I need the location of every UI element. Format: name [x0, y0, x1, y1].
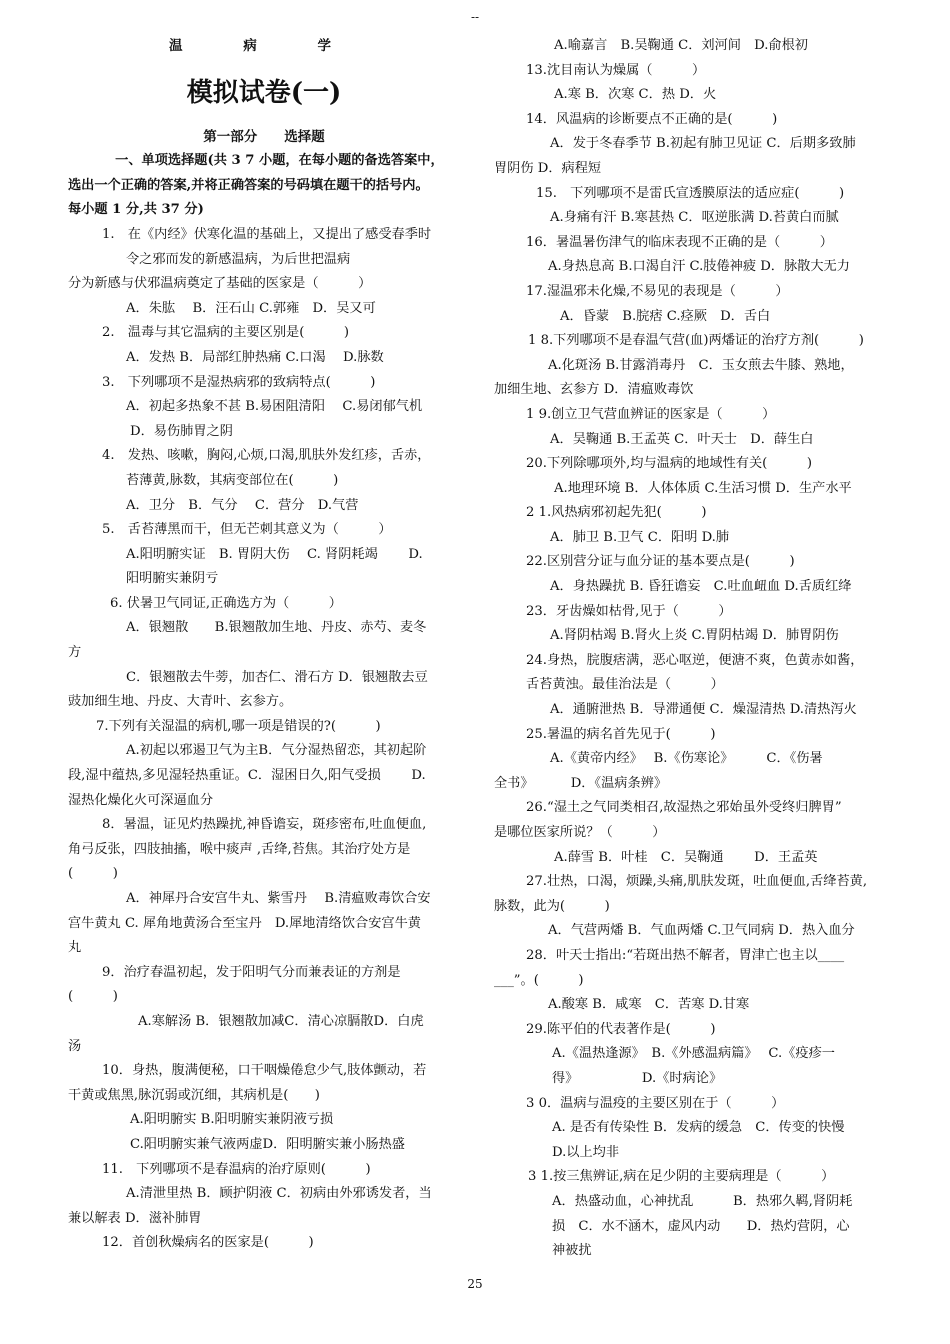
- text-line: 9．治疗春温初起，发于阳明气分而兼表证的方剂是: [102, 964, 401, 980]
- text-line: A．发于冬春季节 B.初起有肺卫见证 C．后期多致肺: [550, 136, 856, 152]
- text-line: ___”。( ): [494, 972, 584, 988]
- text-line: A.喻嘉言 B.吴鞠通 C．刘河间 D.俞根初: [554, 38, 808, 53]
- text-line: 22.区别营分证与血分证的基本要点是( ): [526, 554, 795, 570]
- text-line: 分为新感与伏邪温病奠定了基础的医家是（ ）: [68, 276, 372, 292]
- text-line: 13.沈目南认为燥属（ ）: [526, 62, 706, 78]
- text-line: 23．牙齿燥如枯骨,见于（ ）: [526, 603, 732, 619]
- text-line: A.寒解汤 B．银翘散加减C．清心凉膈散D．白虎: [138, 1013, 424, 1029]
- text-line: ( ): [68, 866, 118, 882]
- text-line: 神被扰: [552, 1243, 592, 1259]
- text-line: A．初起多热象不甚 B.易困阻清阳 C.易闭郁气机: [126, 399, 423, 415]
- text-line: 1. 在《内经》伏寒化温的基础上，又提出了感受春季时: [102, 226, 432, 242]
- course-title: 温 病 学: [169, 38, 359, 54]
- text-line: 是哪位医家所说？（ ）: [494, 825, 666, 840]
- text-line: D．易伤肺胃之阴: [130, 423, 233, 439]
- text-line: 4. 发热、咳嗽，胸闷,心烦,口渴,肌肤外发红疹，舌赤，: [102, 448, 431, 464]
- text-line: 令之邪而发的新感温病，为后世把温病: [126, 251, 351, 267]
- text-line: 舌苔黄浊。最佳治法是（ ）: [526, 677, 724, 693]
- page-number: 25: [467, 1277, 483, 1291]
- text-line: 一、单项选择题(共 3 7 小题，在每小题的备选答案中，: [102, 153, 444, 169]
- text-line: 1 8.下列哪项不是春温气营(血)两燔证的治疗方剂( ): [528, 333, 864, 349]
- text-line: 3 1.按三焦辨证,病在足少阴的主要病理是（ ）: [528, 1169, 835, 1185]
- text-line: 损 C．水不涵木，虚风内动 D．热灼营阴，心: [552, 1218, 850, 1234]
- text-line: A.酸寒 B．咸寒 C．苦寒 D.甘寒: [548, 997, 750, 1013]
- text-line: 角弓反张，四肢抽搐，喉中痰声 ,舌绛,苔焦。其治疗处方是: [68, 841, 411, 857]
- text-line: A．气营两燔 B．气血两燔 C.卫气同病 D．热入血分: [548, 923, 855, 939]
- text-line: A.清泄里热 B．顾护阴液 C．初病由外邪诱发者，当: [126, 1186, 432, 1202]
- text-line: 方: [68, 645, 82, 661]
- exam-title: 模拟试卷(一): [186, 77, 342, 108]
- text-line: 3 0．温病与温疫的主要区别在于（ ）: [526, 1095, 785, 1111]
- section-heading: 第一部分 选择题: [203, 128, 325, 145]
- text-line: A.薛雪 B．叶桂 C．吴鞠通 D．王孟英: [554, 849, 818, 865]
- text-line: 苔薄黄,脉数，其病变部位在( ): [126, 472, 339, 488]
- text-line: 16．暑温暑伤津气的临床表现不正确的是（ ）: [526, 234, 833, 250]
- text-line: A.初起以邪遏卫气为主B．气分湿热留恋，其初起阶: [126, 743, 427, 759]
- text-line: 20.下列除哪项外,均与温病的地域性有关( ): [526, 456, 813, 472]
- text-line: 24.身热，脘腹痞满，恶心呕逆，便溏不爽，色黄赤如酱，: [526, 652, 864, 668]
- text-line: 加细生地、玄参方 D．清瘟败毒饮: [494, 382, 694, 398]
- text-line: 10．身热，腹满便秘，口干咽燥倦怠少气,肢体颤动，若: [102, 1063, 427, 1079]
- text-line: A.寒 B．次寒 C．热 D．火: [554, 87, 717, 103]
- text-line: A. 是否有传染性 B．发病的缓急 C．传变的快慢: [552, 1120, 845, 1136]
- text-line: A．朱肱 B．汪石山 C.郭雍 D．吴又可: [126, 300, 376, 316]
- text-line: C.阳明腑实兼气液两虚D．阳明腑实兼小肠热盛: [130, 1136, 405, 1152]
- text-line: 15. 下列哪项不是雷氏宣透膜原法的适应症( ): [536, 185, 845, 201]
- text-line: 29.陈平伯的代表著作是( ): [526, 1021, 716, 1037]
- text-line: 3. 下列哪项不是湿热病邪的致病特点( ): [102, 374, 376, 390]
- text-line: A.阳明腑实 B.阳明腑实兼阴液亏损: [130, 1112, 334, 1128]
- text-line: A．通腑泄热 B．导滞通便 C．燥湿清热 D.清热泻火: [550, 702, 857, 718]
- text-line: 全书》 D．《温病条辨》: [494, 775, 668, 791]
- text-line: 12．首创秋燥病名的医家是( ): [102, 1235, 314, 1251]
- text-line: 胃阴伤 D．病程短: [494, 160, 602, 176]
- text-line: A.身热息高 B.口渴自汗 C.肢倦神疲 D．脉散大无力: [548, 259, 850, 275]
- text-line: A.地理环境 B．人体体质 C.生活习惯 D．生产水平: [554, 480, 852, 496]
- text-line: 26.“湿土之气同类相召,故湿热之邪始虽外受终归脾胃”: [526, 800, 842, 816]
- text-line: ( ): [68, 989, 118, 1005]
- text-line: A．身热躁扰 B. 昏狂谵妄 C.吐血衄血 D.舌质红绛: [550, 579, 852, 595]
- text-line: 段,湿中蕴热,多见湿轻热重证。C．湿困日久,阳气受损 D.: [68, 768, 426, 784]
- text-line: 7.下列有关湿温的病机,哪一项是错误的?( ): [96, 718, 381, 734]
- text-line: 6. 伏暑卫气同证,正确选方为（ ）: [110, 595, 342, 611]
- text-line: A.阳明腑实证 B. 胃阴大伤 C. 肾阴耗竭 D.: [126, 546, 423, 562]
- text-line: 14．风温病的诊断要点不正确的是( ): [526, 111, 778, 127]
- text-line: 5. 舌苔薄黑而干，但无芒刺其意义为（ ）: [102, 522, 392, 538]
- text-line: D.以上均非: [552, 1144, 620, 1160]
- text-line: 豉加细生地、丹皮、大青叶、玄参方。: [68, 694, 293, 710]
- text-line: A．昏蒙 B.脘痞 C.痉厥 D．舌白: [560, 308, 771, 324]
- text-line: A．卫分 B．气分 C．营分 D.气营: [126, 497, 359, 513]
- text-line: 选出一个正确的答案,并将正确答案的号码填在题干的括号内。: [68, 177, 429, 193]
- text-line: A．发热 B．局部红肿热痛 C.口渴 D.脉数: [126, 349, 384, 365]
- text-line: 27.壮热，口渴，烦躁,头痛,肌肤发斑，吐血便血,舌绛苔黄,: [526, 874, 868, 890]
- text-line: 丸: [68, 940, 82, 956]
- text-line: 每小题 1 分,共 37 分): [68, 202, 204, 218]
- text-line: A.肾阴枯竭 B.肾火上炎 C.胃阴枯竭 D．肺胃阴伤: [550, 628, 839, 644]
- text-line: A．吴鞠通 B.王孟英 C．叶天士 D．薛生白: [550, 431, 814, 447]
- text-line: 脉数，此为( ): [494, 898, 610, 914]
- text-line: 干黄或焦黑,脉沉弱或沉细，其病机是( ): [68, 1087, 320, 1103]
- text-line: A．银翘散 B.银翘散加生地、丹皮、赤芍、麦冬: [126, 620, 427, 636]
- text-line: 28．叶天士指出:“若斑出热不解者，胃津亡也主以____: [526, 947, 845, 963]
- text-line: 11. 下列哪项不是春温病的治疗原则( ): [102, 1161, 371, 1177]
- text-line: A．神犀丹合安宫牛丸、紫雪丹 B.清瘟败毒饮合安: [126, 891, 431, 906]
- right-column: [494, 34, 879, 1264]
- text-line: A.《黄帝内经》 B.《伤寒论》 C．《伤暑: [550, 751, 823, 767]
- text-line: 宫牛黄丸 C. 犀角地黄汤合至宝丹 D.犀地清络饮合安宫牛黄: [68, 915, 421, 931]
- text-line: 8．暑温，证见灼热躁扰,神昏谵妄，斑疹密布,吐血便血,: [102, 817, 427, 833]
- header-mark: --: [470, 10, 480, 24]
- text-line: A．热盛动血，心神扰乱 B．热邪久羁,肾阴耗: [552, 1193, 853, 1209]
- text-line: A.《温热逢源》 B.《外感温病篇》 C.《疫疹一: [552, 1046, 835, 1062]
- text-line: A.身痛有汗 B.寒甚热 C．呕逆胀满 D.苔黄白而腻: [550, 210, 839, 226]
- text-line: A.化斑汤 B.甘露消毒丹 C．玉女煎去牛膝、熟地，: [548, 357, 854, 373]
- text-line: 1 9.创立卫气营血辨证的医家是（ ）: [526, 406, 776, 422]
- right-question-list: [494, 34, 879, 1264]
- text-line: 2. 温毒与其它温病的主要区别是( ): [102, 325, 350, 341]
- text-line: A．肺卫 B.卫气 C．阳明 D.肺: [550, 529, 730, 545]
- text-line: 湿热化燥化火可深逼血分: [68, 792, 214, 808]
- text-line: 25.暑温的病名首先见于( ): [526, 726, 716, 742]
- left-column: [68, 34, 460, 1256]
- left-question-list: [68, 149, 460, 1256]
- text-line: 17.湿温邪未化燥,不易见的表现是（ ）: [526, 283, 789, 299]
- text-line: 阳明腑实兼阴亏: [126, 571, 219, 587]
- text-line: 汤: [68, 1038, 82, 1054]
- text-line: 兼以解表 D．滋补肺胃: [68, 1210, 202, 1226]
- text-line: 得》 D.《时病论》: [552, 1070, 723, 1086]
- text-line: C．银翘散去牛蒡，加杏仁、滑石方 D．银翘散去豆: [126, 669, 428, 685]
- text-line: 2 1.风热病邪初起先犯( ): [526, 505, 707, 521]
